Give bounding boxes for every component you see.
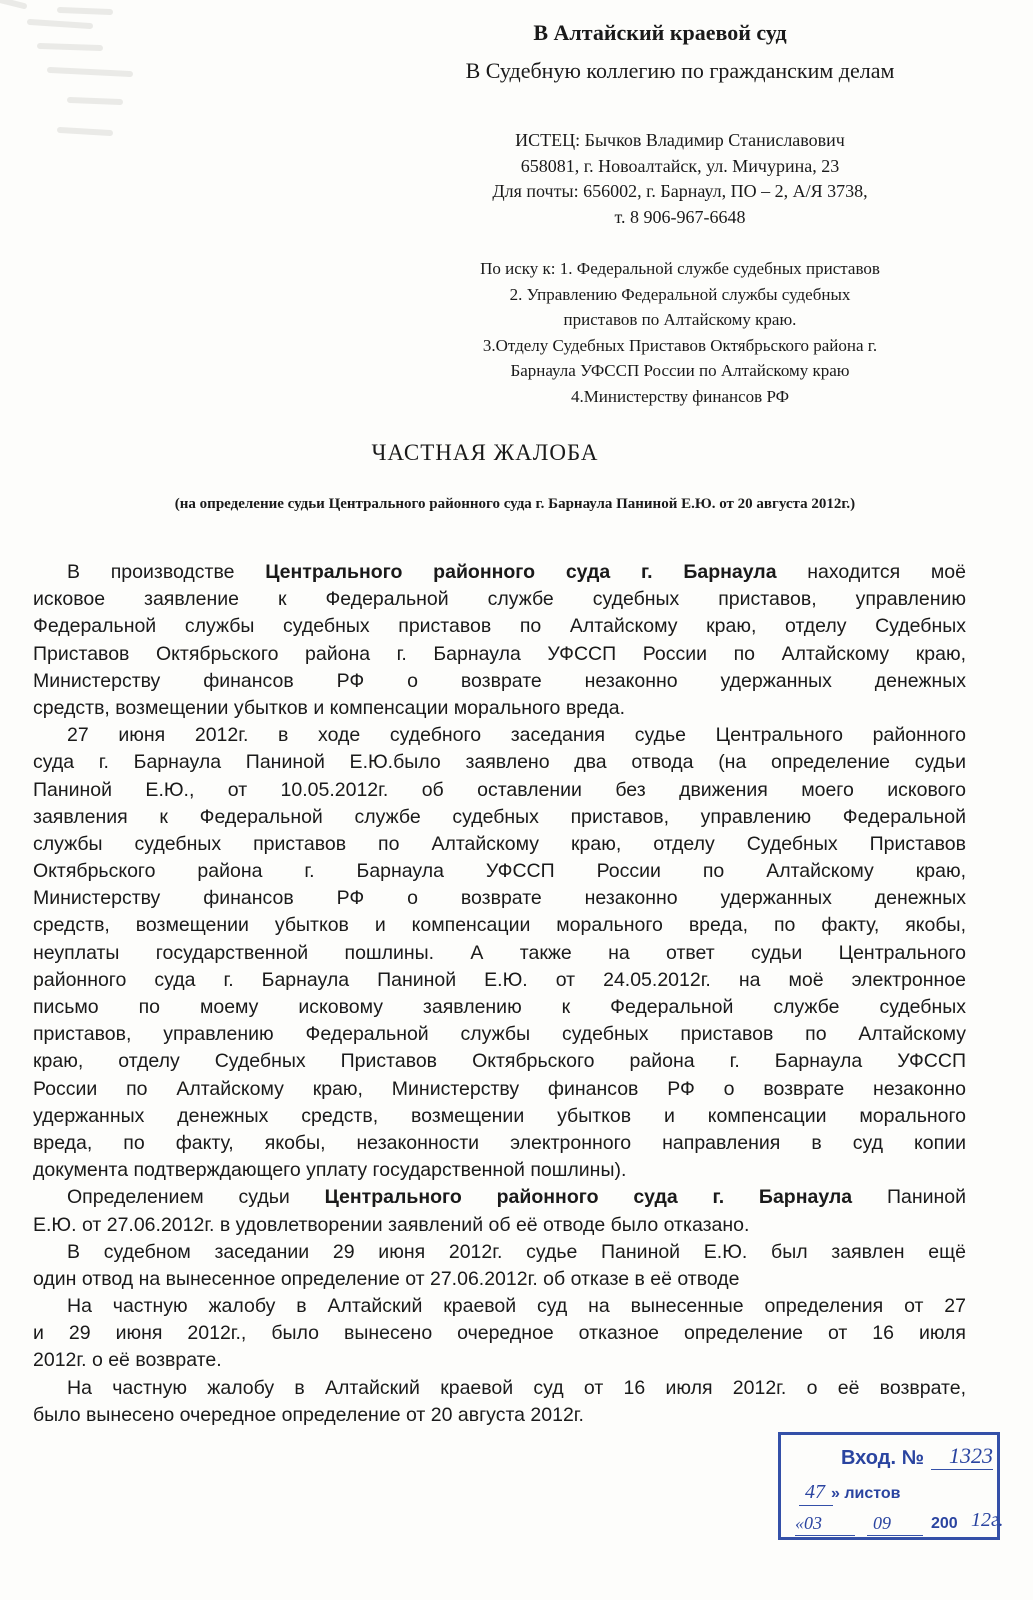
court-name-bold: Центрального районного суда г. Барнаула (265, 561, 777, 583)
body-line: 2012г. о её возврате. (33, 1349, 222, 1372)
stamp-date-year-suffix: 12г. (971, 1509, 1004, 1531)
stamp-entry-label: Вход. № (841, 1447, 924, 1469)
body-line: один отвод на вынесенное определение от 27.06.2012г. об отказе в её отводе (33, 1267, 740, 1290)
body-line: средств, возмещении убытков и компенсации морального вреда, по факту, якобы, (33, 914, 966, 937)
body-line: заявления к Федеральной службе судебных приставов, управлению Федеральной (33, 805, 966, 828)
document-title: ЧАСТНАЯ ЖАЛОБА (371, 440, 599, 465)
stamp-underline (799, 1505, 833, 1506)
body-line: Е.Ю. от 27.06.2012г. в удовлетворении заявлений об её отводе было отказано. (33, 1213, 750, 1236)
body-line: средств, возмещении убытков и компенсации морального вреда. (33, 696, 626, 719)
defendants-block (380, 256, 980, 409)
body-line: Министерству финансов РФ о возврате незаконно удержанных денежных (33, 887, 966, 910)
document-subtitle: (на определение судьи Центрального районного суда г. Барнаула Паниной Е.Ю. от 20 августа 2012г.) (174, 496, 856, 512)
body-line: службы судебных приставов по Алтайскому краю, отделу Судебных Приставов (33, 832, 966, 855)
body-line: вреда, по факту, якобы, незаконности электронного направления в суд копии (33, 1131, 966, 1154)
body-line: и 29 июня 2012г., было вынесено очередное отказное определение от 16 июля (33, 1322, 966, 1345)
body-line: письмо по моему исковому заявлению к Федеральной службе судебных (33, 996, 966, 1018)
plaintiff-phone: т. 8 906-967-6648 (614, 206, 746, 227)
body-line: Министерству финансов РФ о возврате незаконно удержанных денежных (33, 669, 966, 692)
body-line: 27 июня 2012г. в ходе судебного заседания судье Центрального районного (67, 724, 966, 747)
court-name-bold: Центрального районного суда г. Барнаула (324, 1186, 853, 1209)
body-line: В судебном заседании 29 июня 2012г. судье Паниной Е.Ю. был заявлен ещё (67, 1240, 966, 1263)
plaintiff-block (400, 128, 960, 230)
defendant-line: 4.Министерству финансов РФ (570, 386, 790, 406)
body-line: приставов, управлению Федеральной службы судебных приставов по Алтайскому (33, 1023, 966, 1046)
defendant-line: По иску к: 1. Федеральной службе судебных приставов (480, 259, 880, 278)
body-line: Паниной Е.Ю., от 10.05.2012г. об оставлении без движения моего искового (33, 778, 966, 801)
complaint-body (33, 559, 966, 1429)
body-line: исковое заявление к Федеральной службе судебных приставов, управлению (33, 588, 966, 611)
body-line: На частную жалобу в Алтайский краевой суд на вынесенные определения от 27 (67, 1295, 966, 1318)
body-line: В производстве Центрального районного суда г. Барнаула находится моё (67, 561, 966, 583)
body-line: Приставов Октябрьского района г. Барнаула УФССП России по Алтайскому краю, (33, 642, 966, 665)
stamp-date-month: 09 (873, 1513, 891, 1533)
stamp-sheets-count: 47 (805, 1481, 825, 1503)
defendant-line: 3.Отделу Судебных Приставов Октябрьского района г. (482, 335, 878, 355)
stamp-entry-number: 1323 (949, 1443, 993, 1468)
defendant-line: приставов по Алтайскому краю. (563, 310, 797, 329)
plaintiff-name: ИСТЕЦ: Бычков Владимир Станиславович (515, 130, 845, 150)
stamp-sheets-label: » листов (831, 1485, 901, 1502)
body-line: На частную жалобу в Алтайский краевой суд от 16 июля 2012г. о её возврате, (67, 1376, 966, 1399)
body-line: России по Алтайскому краю, Министерству финансов РФ о возврате незаконно (33, 1077, 966, 1100)
body-line: было вынесено очередное определение от 20 августа 2012г. (33, 1403, 584, 1426)
body-line: неуплаты государственной пошлины. А также на ответ судьи Центрального (33, 941, 966, 964)
body-line: удержанных денежных средств, возмещении убытков и компенсации морального (33, 1104, 966, 1127)
addressee-collegium: В Судебную коллегию по гражданским делам (465, 58, 895, 83)
body-line: документа подтверждающего уплату государственной пошлины). (33, 1159, 627, 1182)
body-line: Определением судьи Центрального районного суда г. Барнаула Паниной (67, 1186, 966, 1209)
body-line: суда г. Барнаула Паниной Е.Ю.было заявлено два отвода (на определение судьи (33, 751, 966, 774)
defendant-line: Барнаула УФССП России по Алтайскому краю (510, 361, 850, 380)
plaintiff-mail-address: Для почты: 656002, г. Барнаул, ПО – 2, А/Я 3738, (492, 181, 868, 201)
body-line: Октябрьского района г. Барнаула УФССП России по Алтайскому краю, (33, 860, 966, 883)
stamp-underline (867, 1535, 923, 1536)
body-line: Федеральной службы судебных приставов по Алтайскому краю, отделу Судебных (33, 615, 966, 638)
plaintiff-address: 658081, г. Новоалтайск, ул. Мичурина, 23 (520, 155, 840, 176)
body-line: районного суда г. Барнаула Паниной Е.Ю. от 24.05.2012г. на моё электронное (33, 968, 966, 991)
registration-stamp (778, 1432, 1004, 1540)
defendant-line: 2. Управлению Федеральной службы судебных (509, 284, 851, 304)
stamp-underline (931, 1469, 993, 1470)
addressee-court: В Алтайский краевой суд (533, 20, 787, 45)
stamp-underline (795, 1535, 855, 1536)
scan-artifact-marks (0, 0, 160, 160)
stamp-date-year: 200 (931, 1515, 958, 1532)
body-line: краю, отделу Судебных Приставов Октябрьского района г. Барнаула УФССП (33, 1050, 966, 1073)
stamp-date-day: «03 (795, 1513, 822, 1533)
